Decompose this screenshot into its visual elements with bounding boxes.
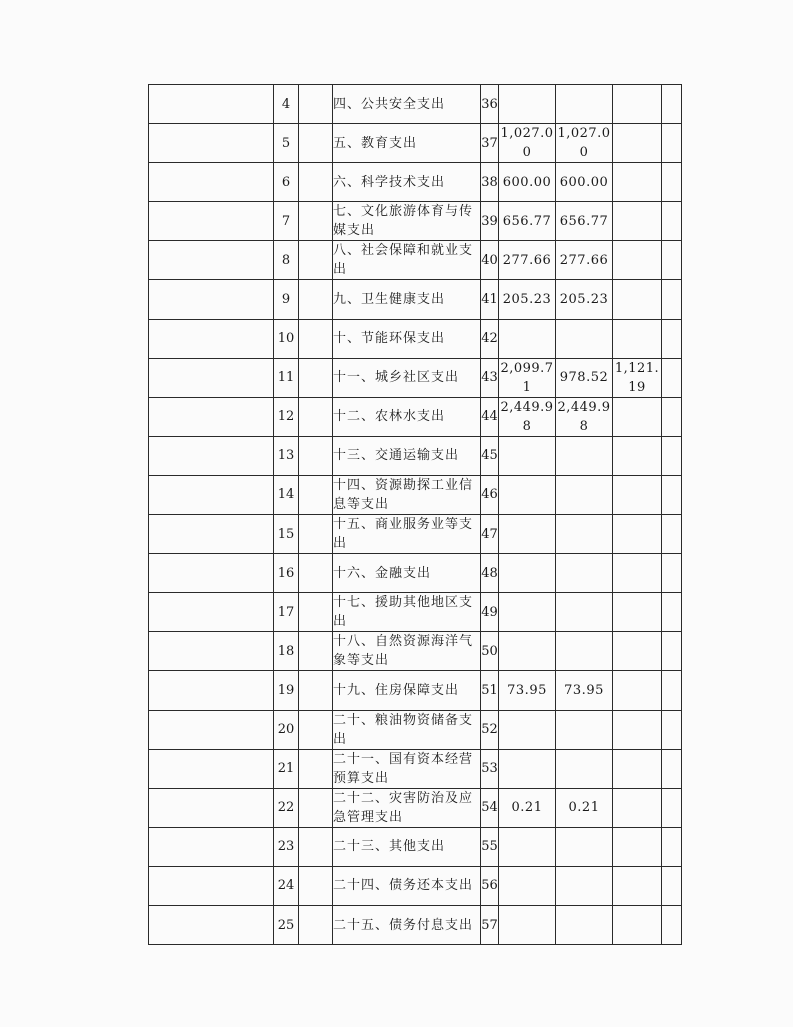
empty-cell <box>662 515 682 554</box>
amount-general-budget <box>556 827 613 866</box>
blank-cell <box>149 515 274 554</box>
amount-fund-budget <box>613 905 662 944</box>
row-index: 16 <box>274 554 299 593</box>
line-number: 44 <box>481 397 499 436</box>
row-index: 17 <box>274 593 299 632</box>
row-index: 23 <box>274 827 299 866</box>
line-number: 48 <box>481 554 499 593</box>
row-index: 8 <box>274 241 299 280</box>
amount-total <box>499 749 556 788</box>
blank-cell <box>149 124 274 163</box>
expenditure-item-name: 十七、援助其他地区支出 <box>333 593 481 632</box>
empty-cell <box>662 85 682 124</box>
amount-total: 73.95 <box>499 671 556 710</box>
amount-fund-budget <box>613 241 662 280</box>
row-index: 9 <box>274 280 299 319</box>
amount-fund-budget <box>613 671 662 710</box>
expenditure-item-name: 八、社会保障和就业支出 <box>333 241 481 280</box>
amount-total <box>499 710 556 749</box>
row-index: 18 <box>274 632 299 671</box>
empty-cell <box>662 671 682 710</box>
amount-general-budget: 205.23 <box>556 280 613 319</box>
blank-cell <box>149 163 274 202</box>
table-row <box>149 475 682 514</box>
empty-cell <box>299 319 333 358</box>
line-number: 37 <box>481 124 499 163</box>
empty-cell <box>299 358 333 397</box>
amount-general-budget <box>556 319 613 358</box>
empty-cell <box>299 280 333 319</box>
empty-cell <box>662 436 682 475</box>
blank-cell <box>149 749 274 788</box>
empty-cell <box>299 515 333 554</box>
empty-cell <box>662 905 682 944</box>
row-index: 5 <box>274 124 299 163</box>
line-number: 43 <box>481 358 499 397</box>
blank-cell <box>149 280 274 319</box>
amount-fund-budget <box>613 202 662 241</box>
amount-fund-budget <box>613 280 662 319</box>
line-number: 52 <box>481 710 499 749</box>
empty-cell <box>662 866 682 905</box>
table-row <box>149 593 682 632</box>
amount-fund-budget <box>613 710 662 749</box>
table-row <box>149 280 682 319</box>
table-row <box>149 671 682 710</box>
empty-cell <box>299 710 333 749</box>
amount-general-budget: 1,027.00 <box>556 124 613 163</box>
amount-general-budget: 656.77 <box>556 202 613 241</box>
amount-general-budget: 277.66 <box>556 241 613 280</box>
amount-total: 2,449.98 <box>499 397 556 436</box>
line-number: 57 <box>481 905 499 944</box>
amount-total <box>499 319 556 358</box>
amount-total: 656.77 <box>499 202 556 241</box>
amount-fund-budget <box>613 827 662 866</box>
expenditure-item-name: 十、节能环保支出 <box>333 319 481 358</box>
line-number: 50 <box>481 632 499 671</box>
table-row <box>149 632 682 671</box>
line-number: 42 <box>481 319 499 358</box>
amount-total: 0.21 <box>499 788 556 827</box>
empty-cell <box>662 241 682 280</box>
empty-cell <box>662 710 682 749</box>
line-number: 55 <box>481 827 499 866</box>
expenditure-item-name: 二十四、债务还本支出 <box>333 866 481 905</box>
expenditure-item-name: 十九、住房保障支出 <box>333 671 481 710</box>
table-row <box>149 241 682 280</box>
row-index: 14 <box>274 475 299 514</box>
amount-general-budget <box>556 866 613 905</box>
empty-cell <box>299 827 333 866</box>
amount-total: 277.66 <box>499 241 556 280</box>
expenditure-item-name: 二十三、其他支出 <box>333 827 481 866</box>
blank-cell <box>149 319 274 358</box>
expenditure-item-name: 十六、金融支出 <box>333 554 481 593</box>
blank-cell <box>149 202 274 241</box>
row-index: 6 <box>274 163 299 202</box>
line-number: 47 <box>481 515 499 554</box>
table-row <box>149 788 682 827</box>
table-row <box>149 515 682 554</box>
blank-cell <box>149 788 274 827</box>
amount-total <box>499 515 556 554</box>
row-index: 15 <box>274 515 299 554</box>
empty-cell <box>662 593 682 632</box>
empty-cell <box>662 788 682 827</box>
empty-cell <box>299 202 333 241</box>
empty-cell <box>299 866 333 905</box>
amount-general-budget <box>556 436 613 475</box>
table-row <box>149 85 682 124</box>
expenditure-item-name: 九、卫生健康支出 <box>333 280 481 319</box>
line-number: 39 <box>481 202 499 241</box>
empty-cell <box>299 554 333 593</box>
empty-cell <box>299 749 333 788</box>
amount-general-budget: 600.00 <box>556 163 613 202</box>
expenditure-item-name: 十五、商业服务业等支出 <box>333 515 481 554</box>
row-index: 20 <box>274 710 299 749</box>
empty-cell <box>299 436 333 475</box>
expenditure-item-name: 六、科学技术支出 <box>333 163 481 202</box>
row-index: 12 <box>274 397 299 436</box>
amount-total <box>499 593 556 632</box>
expenditure-item-name: 十八、自然资源海洋气象等支出 <box>333 632 481 671</box>
empty-cell <box>299 475 333 514</box>
empty-cell <box>299 593 333 632</box>
blank-cell <box>149 397 274 436</box>
row-index: 22 <box>274 788 299 827</box>
empty-cell <box>662 202 682 241</box>
line-number: 40 <box>481 241 499 280</box>
line-number: 51 <box>481 671 499 710</box>
empty-cell <box>299 85 333 124</box>
empty-cell <box>299 124 333 163</box>
amount-general-budget <box>556 515 613 554</box>
amount-total: 205.23 <box>499 280 556 319</box>
empty-cell <box>662 827 682 866</box>
line-number: 49 <box>481 593 499 632</box>
empty-cell <box>299 905 333 944</box>
amount-total: 2,099.71 <box>499 358 556 397</box>
amount-total: 600.00 <box>499 163 556 202</box>
amount-general-budget <box>556 475 613 514</box>
line-number: 38 <box>481 163 499 202</box>
empty-cell <box>299 241 333 280</box>
blank-cell <box>149 241 274 280</box>
table-row <box>149 710 682 749</box>
table-row <box>149 163 682 202</box>
blank-cell <box>149 671 274 710</box>
amount-fund-budget <box>613 632 662 671</box>
blank-cell <box>149 632 274 671</box>
blank-cell <box>149 593 274 632</box>
amount-fund-budget <box>613 593 662 632</box>
amount-fund-budget <box>613 749 662 788</box>
amount-general-budget: 73.95 <box>556 671 613 710</box>
amount-general-budget <box>556 749 613 788</box>
row-index: 7 <box>274 202 299 241</box>
empty-cell <box>662 397 682 436</box>
line-number: 45 <box>481 436 499 475</box>
empty-cell <box>662 319 682 358</box>
amount-total: 1,027.00 <box>499 124 556 163</box>
line-number: 56 <box>481 866 499 905</box>
amount-fund-budget <box>613 85 662 124</box>
row-index: 11 <box>274 358 299 397</box>
row-index: 24 <box>274 866 299 905</box>
row-index: 25 <box>274 905 299 944</box>
amount-total <box>499 827 556 866</box>
table-row <box>149 397 682 436</box>
line-number: 36 <box>481 85 499 124</box>
empty-cell <box>299 671 333 710</box>
blank-cell <box>149 710 274 749</box>
blank-cell <box>149 85 274 124</box>
amount-fund-budget <box>613 866 662 905</box>
expenditure-item-name: 十一、城乡社区支出 <box>333 358 481 397</box>
row-index: 19 <box>274 671 299 710</box>
amount-fund-budget <box>613 436 662 475</box>
table-row <box>149 124 682 163</box>
amount-total <box>499 905 556 944</box>
blank-cell <box>149 436 274 475</box>
expenditure-item-name: 二十二、灾害防治及应急管理支出 <box>333 788 481 827</box>
empty-cell <box>299 632 333 671</box>
amount-total <box>499 475 556 514</box>
expenditure-item-name: 二十五、债务付息支出 <box>333 905 481 944</box>
empty-cell <box>662 163 682 202</box>
expenditure-item-name: 十二、农林水支出 <box>333 397 481 436</box>
amount-total <box>499 866 556 905</box>
table-row <box>149 905 682 944</box>
table-row <box>149 358 682 397</box>
table-row <box>149 436 682 475</box>
amount-general-budget <box>556 85 613 124</box>
row-index: 13 <box>274 436 299 475</box>
blank-cell <box>149 866 274 905</box>
line-number: 46 <box>481 475 499 514</box>
table-row <box>149 866 682 905</box>
amount-fund-budget <box>613 124 662 163</box>
empty-cell <box>662 554 682 593</box>
amount-total <box>499 632 556 671</box>
expenditure-table <box>148 84 682 945</box>
amount-general-budget: 0.21 <box>556 788 613 827</box>
amount-fund-budget <box>613 475 662 514</box>
amount-general-budget <box>556 554 613 593</box>
blank-cell <box>149 475 274 514</box>
expenditure-item-name: 十四、资源勘探工业信息等支出 <box>333 475 481 514</box>
blank-cell <box>149 827 274 866</box>
amount-fund-budget <box>613 554 662 593</box>
row-index: 21 <box>274 749 299 788</box>
expenditure-item-name: 二十一、国有资本经营预算支出 <box>333 749 481 788</box>
amount-general-budget: 2,449.98 <box>556 397 613 436</box>
amount-fund-budget <box>613 163 662 202</box>
table-row <box>149 319 682 358</box>
empty-cell <box>299 163 333 202</box>
blank-cell <box>149 358 274 397</box>
empty-cell <box>662 280 682 319</box>
expenditure-item-name: 十三、交通运输支出 <box>333 436 481 475</box>
blank-cell <box>149 554 274 593</box>
amount-general-budget <box>556 593 613 632</box>
amount-total <box>499 85 556 124</box>
line-number: 54 <box>481 788 499 827</box>
amount-general-budget <box>556 905 613 944</box>
empty-cell <box>662 632 682 671</box>
empty-cell <box>662 124 682 163</box>
table-row <box>149 827 682 866</box>
amount-general-budget: 978.52 <box>556 358 613 397</box>
line-number: 53 <box>481 749 499 788</box>
row-index: 4 <box>274 85 299 124</box>
expenditure-item-name: 二十、粮油物资储备支出 <box>333 710 481 749</box>
table-row <box>149 554 682 593</box>
table-row <box>149 749 682 788</box>
line-number: 41 <box>481 280 499 319</box>
amount-fund-budget <box>613 397 662 436</box>
expenditure-item-name: 七、文化旅游体育与传媒支出 <box>333 202 481 241</box>
amount-general-budget <box>556 632 613 671</box>
empty-cell <box>662 358 682 397</box>
amount-total <box>499 436 556 475</box>
amount-fund-budget: 1,121.19 <box>613 358 662 397</box>
empty-cell <box>299 397 333 436</box>
row-index: 10 <box>274 319 299 358</box>
expenditure-item-name: 四、公共安全支出 <box>333 85 481 124</box>
table-row <box>149 202 682 241</box>
amount-fund-budget <box>613 319 662 358</box>
amount-total <box>499 554 556 593</box>
blank-cell <box>149 905 274 944</box>
amount-fund-budget <box>613 788 662 827</box>
empty-cell <box>662 749 682 788</box>
amount-fund-budget <box>613 515 662 554</box>
empty-cell <box>662 475 682 514</box>
expenditure-item-name: 五、教育支出 <box>333 124 481 163</box>
empty-cell <box>299 788 333 827</box>
amount-general-budget <box>556 710 613 749</box>
